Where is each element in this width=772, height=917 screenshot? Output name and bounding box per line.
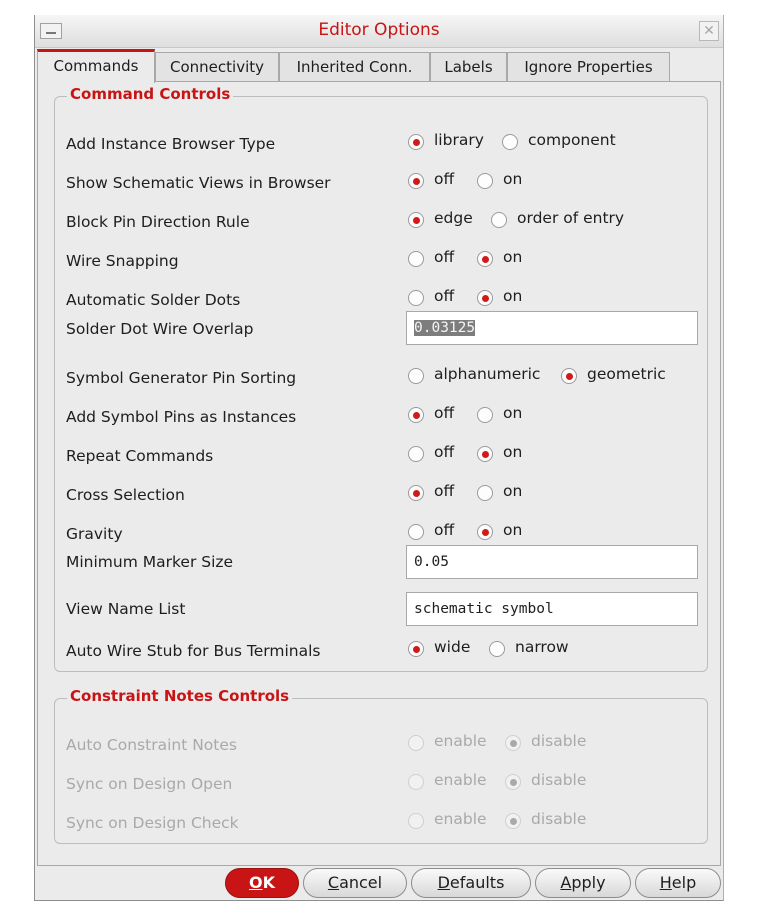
cross-selection-on-label[interactable]: on bbox=[503, 482, 523, 500]
repeat-commands-label: Repeat Commands bbox=[66, 447, 214, 465]
auto-notes-disable-radio[interactable] bbox=[505, 735, 521, 751]
command-controls-title: Command Controls bbox=[67, 85, 233, 103]
close-icon[interactable]: ✕ bbox=[699, 21, 719, 41]
schematic-views-label: Show Schematic Views in Browser bbox=[66, 174, 331, 192]
cross-selection-on-radio[interactable] bbox=[477, 485, 493, 501]
solder-dots-off-radio[interactable] bbox=[408, 290, 424, 306]
gravity-on-label[interactable]: on bbox=[503, 521, 523, 539]
cancel-mnemonic: C bbox=[327, 873, 340, 892]
tab-inherited-conn[interactable]: Inherited Conn. bbox=[279, 52, 430, 82]
solder-overlap-value: 0.03125 bbox=[414, 320, 476, 336]
gravity-label: Gravity bbox=[66, 525, 123, 543]
auto-notes-disable-label[interactable]: disable bbox=[531, 732, 587, 750]
wire-snapping-on-radio[interactable] bbox=[477, 251, 493, 267]
repeat-commands-on-label[interactable]: on bbox=[503, 443, 523, 461]
wire-snapping-on-label[interactable]: on bbox=[503, 248, 523, 266]
schematic-views-on-radio[interactable] bbox=[477, 173, 493, 189]
pin-sorting-geometric-label[interactable]: geometric bbox=[587, 365, 666, 383]
symbol-pins-label: Add Symbol Pins as Instances bbox=[66, 408, 297, 426]
wire-stub-wide-label[interactable]: wide bbox=[434, 638, 471, 656]
wire-stub-narrow-label[interactable]: narrow bbox=[515, 638, 569, 656]
solder-overlap-input[interactable] bbox=[406, 311, 698, 345]
solder-dots-label: Automatic Solder Dots bbox=[66, 291, 241, 309]
solder-overlap-label: Solder Dot Wire Overlap bbox=[66, 320, 254, 338]
view-names-input[interactable]: schematic symbol bbox=[406, 592, 698, 626]
gravity-on-radio[interactable] bbox=[477, 524, 493, 540]
help-mnemonic: H bbox=[659, 873, 672, 892]
symbol-pins-off-radio[interactable] bbox=[408, 407, 424, 423]
cancel-button[interactable] bbox=[303, 868, 407, 898]
help-label: elp bbox=[671, 873, 697, 892]
apply-label: pply bbox=[571, 873, 606, 892]
solder-dots-on-radio[interactable] bbox=[477, 290, 493, 306]
instance-browser-label: Add Instance Browser Type bbox=[66, 135, 276, 153]
pin-sorting-alphanumeric-label[interactable]: alphanumeric bbox=[434, 365, 541, 383]
wire-stub-wide-radio[interactable] bbox=[408, 641, 424, 657]
instance-browser-library-radio[interactable] bbox=[408, 134, 424, 150]
ok-label: K bbox=[262, 873, 275, 892]
apply-mnemonic: A bbox=[560, 873, 572, 892]
repeat-commands-off-label[interactable]: off bbox=[434, 443, 455, 461]
cross-selection-label: Cross Selection bbox=[66, 486, 185, 504]
auto-notes-label: Auto Constraint Notes bbox=[66, 736, 237, 754]
wire-snapping-off-label[interactable]: off bbox=[434, 248, 455, 266]
constraint-notes-title: Constraint Notes Controls bbox=[67, 687, 292, 705]
tab-connectivity[interactable]: Connectivity bbox=[155, 52, 279, 82]
pin-sorting-alphanumeric-radio[interactable] bbox=[408, 368, 424, 384]
cancel-label: ancel bbox=[339, 873, 383, 892]
apply-button[interactable] bbox=[535, 868, 631, 898]
symbol-pins-off-label[interactable]: off bbox=[434, 404, 455, 422]
wire-stub-label: Auto Wire Stub for Bus Terminals bbox=[66, 642, 321, 660]
ok-mnemonic: O bbox=[248, 873, 263, 892]
repeat-commands-off-radio[interactable] bbox=[408, 446, 424, 462]
schematic-views-off-radio[interactable] bbox=[408, 173, 424, 189]
defaults-mnemonic: D bbox=[437, 873, 450, 892]
solder-dots-off-label[interactable]: off bbox=[434, 287, 455, 305]
help-button[interactable] bbox=[635, 868, 721, 898]
title-bar[interactable] bbox=[35, 15, 723, 48]
view-names-label: View Name List bbox=[66, 600, 186, 618]
auto-notes-enable-label[interactable]: enable bbox=[434, 732, 487, 750]
instance-browser-component-label[interactable]: component bbox=[528, 131, 616, 149]
pin-sorting-geometric-radio[interactable] bbox=[561, 368, 577, 384]
gravity-off-radio[interactable] bbox=[408, 524, 424, 540]
tab-ignore-properties[interactable]: Ignore Properties bbox=[507, 52, 670, 82]
instance-browser-component-radio[interactable] bbox=[502, 134, 518, 150]
sync-check-enable-radio[interactable] bbox=[408, 813, 424, 829]
block-pin-order-label[interactable]: order of entry bbox=[517, 209, 625, 227]
tab-labels[interactable]: Labels bbox=[430, 52, 507, 82]
wire-stub-narrow-radio[interactable] bbox=[489, 641, 505, 657]
commands-tab-panel bbox=[37, 81, 721, 866]
schematic-views-on-label[interactable]: on bbox=[503, 170, 523, 188]
sync-check-disable-radio[interactable] bbox=[505, 813, 521, 829]
tab-commands[interactable]: Commands bbox=[37, 49, 155, 83]
defaults-button[interactable] bbox=[411, 868, 531, 898]
pin-sorting-label: Symbol Generator Pin Sorting bbox=[66, 369, 297, 387]
block-pin-edge-label[interactable]: edge bbox=[434, 209, 473, 227]
sync-open-disable-label[interactable]: disable bbox=[531, 771, 587, 789]
sync-check-disable-label[interactable]: disable bbox=[531, 810, 587, 828]
sync-check-label: Sync on Design Check bbox=[66, 814, 239, 832]
sync-open-enable-radio[interactable] bbox=[408, 774, 424, 790]
defaults-label: efaults bbox=[449, 873, 505, 892]
marker-size-input[interactable]: 0.05 bbox=[406, 545, 698, 579]
block-pin-label: Block Pin Direction Rule bbox=[66, 213, 250, 231]
sync-check-enable-label[interactable]: enable bbox=[434, 810, 487, 828]
marker-size-label: Minimum Marker Size bbox=[66, 553, 234, 571]
symbol-pins-on-label[interactable]: on bbox=[503, 404, 523, 422]
wire-snapping-off-radio[interactable] bbox=[408, 251, 424, 267]
cross-selection-off-radio[interactable] bbox=[408, 485, 424, 501]
gravity-off-label[interactable]: off bbox=[434, 521, 455, 539]
window-title: Editor Options bbox=[318, 20, 440, 40]
repeat-commands-on-radio[interactable] bbox=[477, 446, 493, 462]
instance-browser-library-label[interactable]: library bbox=[434, 131, 484, 149]
block-pin-order-radio[interactable] bbox=[491, 212, 507, 228]
sync-open-disable-radio[interactable] bbox=[505, 774, 521, 790]
sync-open-enable-label[interactable]: enable bbox=[434, 771, 487, 789]
sync-open-label: Sync on Design Open bbox=[66, 775, 233, 793]
editor-options-window bbox=[34, 15, 724, 901]
ok-button[interactable] bbox=[225, 868, 299, 898]
schematic-views-off-label[interactable]: off bbox=[434, 170, 455, 188]
block-pin-edge-radio[interactable] bbox=[408, 212, 424, 228]
cross-selection-off-label[interactable]: off bbox=[434, 482, 455, 500]
wire-snapping-label: Wire Snapping bbox=[66, 252, 179, 270]
solder-dots-on-label[interactable]: on bbox=[503, 287, 523, 305]
auto-notes-enable-radio[interactable] bbox=[408, 735, 424, 751]
symbol-pins-on-radio[interactable] bbox=[477, 407, 493, 423]
